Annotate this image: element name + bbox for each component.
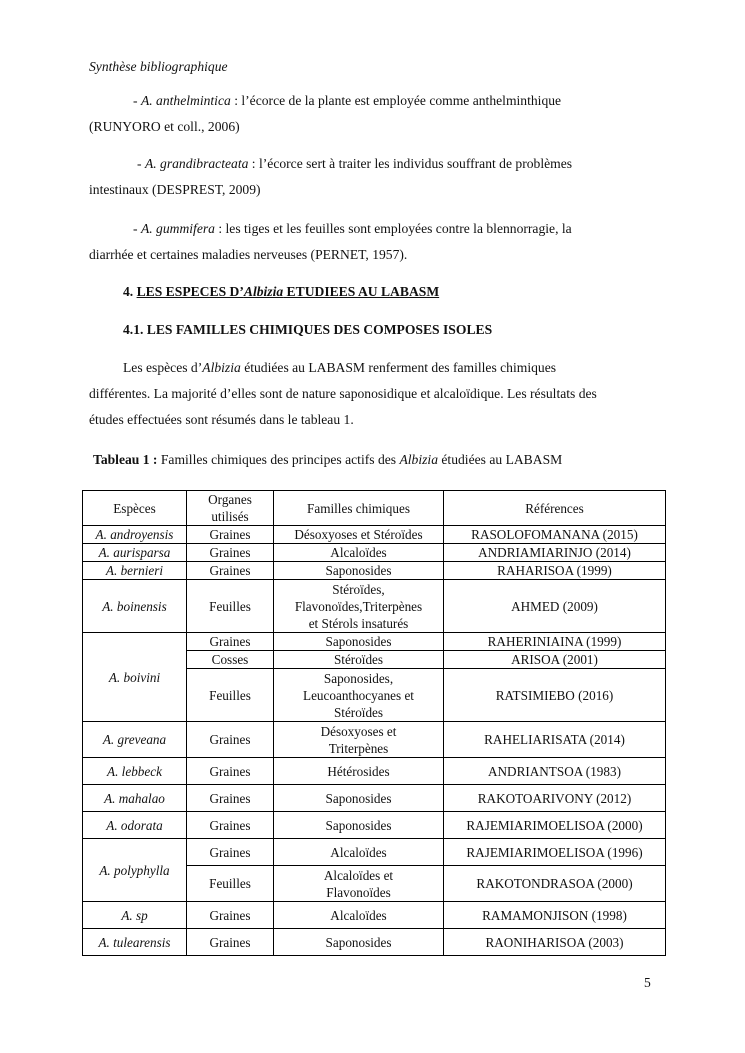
cell-organ: Graines: [187, 902, 274, 929]
cell-reference: AHMED (2009): [444, 580, 666, 633]
section-4-1-heading: 4.1. LES FAMILLES CHIMIQUES DES COMPOSES ISOLES: [123, 322, 493, 337]
family-line: Stéroïdes,: [332, 581, 385, 597]
cell-family: [274, 722, 444, 758]
cell-organ: Cosses: [187, 651, 274, 669]
cell-organ: Graines: [187, 839, 274, 866]
intro-text: étudiées au LABASM renferment des familles chimiques: [240, 360, 557, 375]
species-name: A. grandibracteata: [144, 156, 249, 171]
intro-text: études effectuées sont résumés dans le tableau 1.: [89, 412, 354, 427]
table-row: [83, 633, 666, 651]
family-line: Saponosides,: [323, 670, 394, 686]
cell-family: Saponosides: [274, 785, 444, 812]
cell-organ: Graines: [187, 562, 274, 580]
cell-reference: RAKOTONDRASOA (2000): [444, 866, 666, 902]
cell-family: [274, 580, 444, 633]
table-row: [83, 544, 666, 562]
family-line: Alcaloïdes et: [323, 867, 394, 883]
cell-organ: Feuilles: [187, 580, 274, 633]
cell-family: Saponosides: [274, 562, 444, 580]
cell-reference: RAHELIARISATA (2014): [444, 722, 666, 758]
cell-family: Alcaloïdes: [274, 839, 444, 866]
cell-organ: Graines: [187, 758, 274, 785]
table-row: [83, 785, 666, 812]
family-line: Leucoanthocyanes et: [303, 687, 414, 703]
family-line: Stéroïdes: [333, 704, 384, 720]
cell-reference: RAJEMIARIMOELISOA (2000): [444, 812, 666, 839]
species-name: A. gummifera: [140, 221, 215, 236]
paragraph-text: intestinaux (DESPREST, 2009): [89, 182, 261, 197]
paragraph-text: : l’écorce de la plante est employée comme anthelminthique: [230, 93, 562, 108]
cell-species: A. boinensis: [83, 580, 187, 633]
cell-species: A. bernieri: [83, 562, 187, 580]
chemical-families-table: [82, 490, 666, 956]
section-title-genus: Albizia: [243, 284, 284, 299]
family-line: et Stérols insaturés: [308, 615, 409, 631]
family-line: Flavonoïdes,Triterpènes: [294, 598, 423, 614]
species-name: A. anthelmintica: [140, 93, 231, 108]
family-line: Triterpènes: [328, 740, 389, 756]
cell-species: A. lebbeck: [83, 758, 187, 785]
cell-organ: Graines: [187, 785, 274, 812]
table-row: [83, 758, 666, 785]
cell-organ: Graines: [187, 526, 274, 544]
header-organs: Organes utilisés: [187, 491, 274, 526]
cell-reference: ANDRIANTSOA (1983): [444, 758, 666, 785]
cell-organ: Feuilles: [187, 669, 274, 722]
caption-genus: Albizia: [399, 452, 438, 467]
cell-reference: RAMAMONJISON (1998): [444, 902, 666, 929]
cell-family: [274, 669, 444, 722]
table-row: [83, 580, 666, 633]
cell-reference: RATSIMIEBO (2016): [444, 669, 666, 722]
bullet-dash: -: [137, 156, 145, 171]
table-row: [83, 562, 666, 580]
bullet-dash: -: [133, 221, 141, 236]
table-row: [83, 526, 666, 544]
table-row: [83, 902, 666, 929]
cell-organ: Graines: [187, 722, 274, 758]
table-row: [83, 929, 666, 956]
cell-reference: RAKOTOARIVONY (2012): [444, 785, 666, 812]
cell-family: Alcaloïdes: [274, 902, 444, 929]
cell-species: A. sp: [83, 902, 187, 929]
section-title-part: LES ESPECES D’: [136, 284, 244, 299]
cell-family: Saponosides: [274, 929, 444, 956]
paragraph-anthelmintica: [89, 88, 655, 140]
table-row: [83, 839, 666, 866]
cell-family: Saponosides: [274, 633, 444, 651]
section-title-part: ETUDIEES AU LABASM: [283, 284, 440, 299]
section-4-heading: [123, 284, 439, 300]
family-line: Désoxyoses et: [320, 723, 397, 739]
cell-organ: Graines: [187, 812, 274, 839]
section-number: 4.: [123, 284, 137, 299]
paragraph-text: : l’écorce sert à traiter les individus souffrant de problèmes: [248, 156, 573, 171]
cell-species: A. boivini: [83, 633, 187, 722]
cell-organ: Graines: [187, 929, 274, 956]
genus-name: Albizia: [202, 360, 241, 375]
cell-organ: Graines: [187, 633, 274, 651]
intro-text: Les espèces d’: [123, 360, 203, 375]
running-header: Synthèse bibliographique: [89, 59, 228, 74]
header-families: Familles chimiques: [274, 491, 444, 526]
bullet-dash: -: [133, 93, 141, 108]
cell-species: A. aurisparsa: [83, 544, 187, 562]
header-species: Espèces: [83, 491, 187, 526]
cell-reference: RAHARISOA (1999): [444, 562, 666, 580]
paragraph-text: (RUNYORO et coll., 2006): [89, 119, 240, 134]
cell-reference: RASOLOFOMANANA (2015): [444, 526, 666, 544]
cell-organ: Graines: [187, 544, 274, 562]
cell-species: A. mahalao: [83, 785, 187, 812]
cell-reference: RAJEMIARIMOELISOA (1996): [444, 839, 666, 866]
page-number: 5: [644, 975, 651, 990]
table-caption: [93, 452, 562, 468]
cell-reference: ANDRIAMIARINJO (2014): [444, 544, 666, 562]
cell-family: Hétérosides: [274, 758, 444, 785]
section-title: [137, 284, 440, 299]
table-row: [83, 722, 666, 758]
cell-reference: ARISOA (2001): [444, 651, 666, 669]
caption-text: étudiées au LABASM: [438, 452, 563, 467]
table-header-row: [83, 491, 666, 526]
intro-text: différentes. La majorité d’elles sont de nature saponosidique et alcaloïdique. Les résultats des: [89, 386, 597, 401]
paragraph-text: diarrhée et certaines maladies nerveuses (PERNET, 1957).: [89, 247, 408, 262]
cell-species: A. odorata: [83, 812, 187, 839]
table-row: [83, 812, 666, 839]
cell-family: Saponosides: [274, 812, 444, 839]
cell-family: Stéroïdes: [274, 651, 444, 669]
cell-species: A. tulearensis: [83, 929, 187, 956]
cell-family: [274, 866, 444, 902]
cell-species: A. androyensis: [83, 526, 187, 544]
cell-family: Alcaloïdes: [274, 544, 444, 562]
paragraph-text: : les tiges et les feuilles sont employées contre la blennorragie, la: [214, 221, 572, 236]
caption-text: Familles chimiques des principes actifs des: [157, 452, 400, 467]
cell-family: Désoxyoses et Stéroïdes: [274, 526, 444, 544]
cell-reference: RAONIHARISOA (2003): [444, 929, 666, 956]
paragraph-grandibracteata: [89, 151, 655, 203]
cell-species: A. polyphylla: [83, 839, 187, 902]
caption-label: Tableau 1 :: [93, 452, 158, 467]
header-references: Références: [444, 491, 666, 526]
cell-organ: Feuilles: [187, 866, 274, 902]
intro-paragraph: [89, 355, 655, 433]
cell-reference: RAHERINIAINA (1999): [444, 633, 666, 651]
paragraph-gummifera: [89, 216, 655, 268]
family-line: Flavonoïdes: [326, 884, 391, 900]
cell-species: A. greveana: [83, 722, 187, 758]
